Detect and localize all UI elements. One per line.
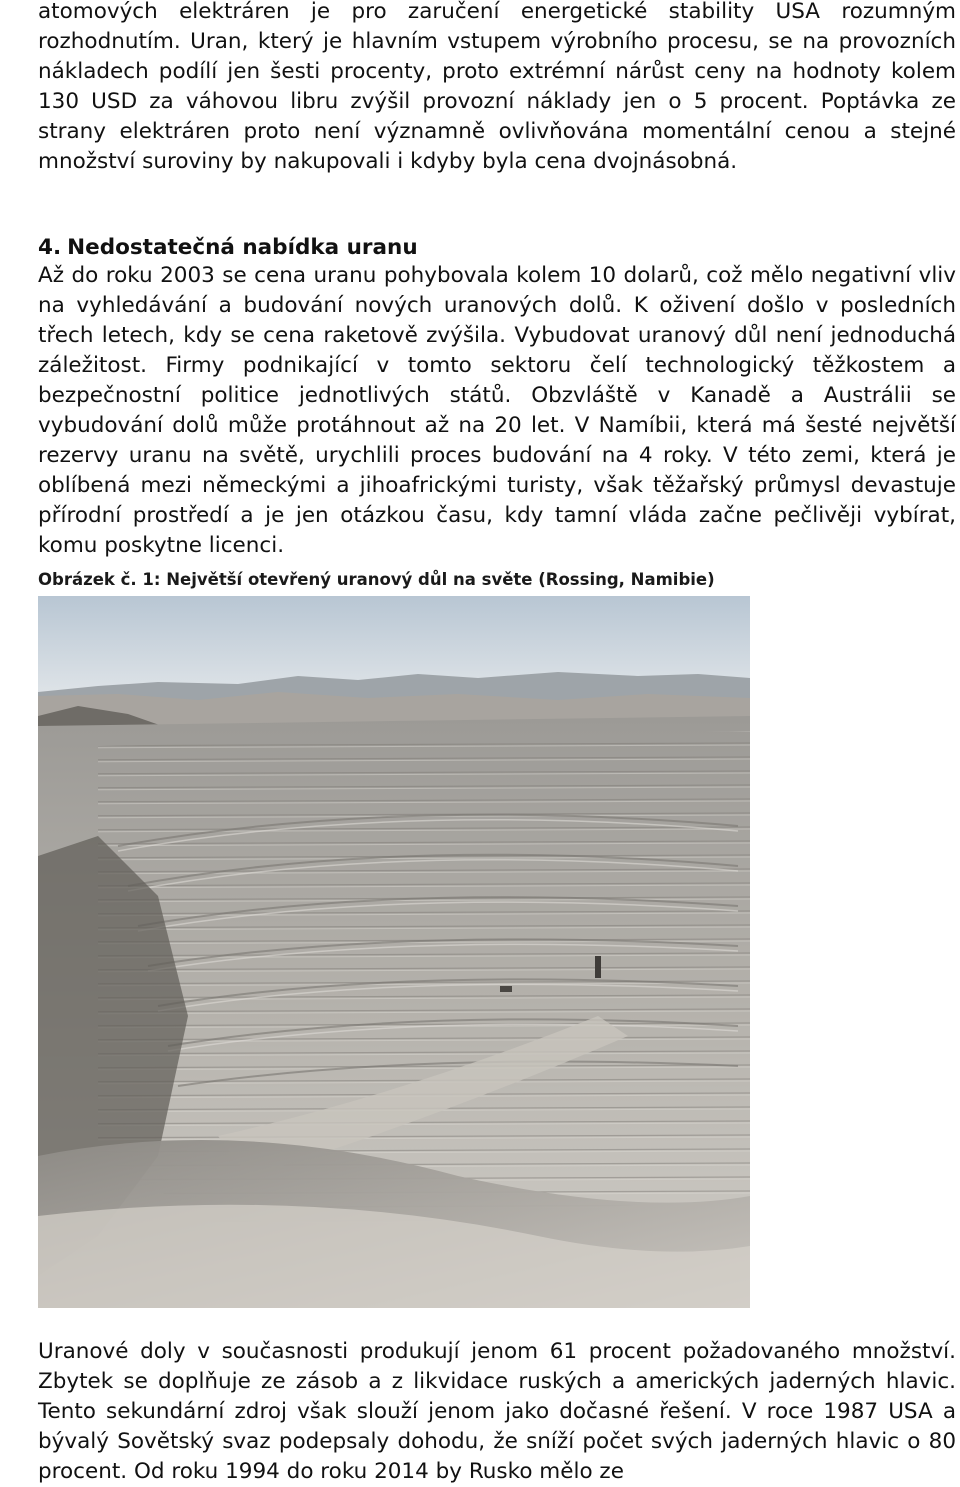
section-title: Nedostatečná nabídka uranu (67, 235, 418, 260)
section-number: 4. (38, 235, 62, 260)
closing-paragraph: Uranové doly v současnosti produkují jenom 61 procent požadovaného množství. Zbytek se doplňuje ze zásob a z likvidace ruských a amerických jaderných hlavic. Tento sekundární zdroj však slouží jenom jako dočasné řešení. V roce 1987 USA a bývalý Sovětský svaz podepsaly dohodu, že sníží počet svých jaderných hlavic o 80 procent. Od roku 1994 do roku 2014 by Rusko mělo ze (38, 1339, 956, 1484)
figure-caption: Obrázek č. 1: Největší otevřený uranový důl na světe (Rossing, Namibie) (38, 570, 715, 589)
intro-paragraph: atomových elektráren je pro zaručení energetické stability USA rozumným rozhodnutím. Uran, který je hlavním vstupem výrobního procesu, se na provozních nákladech podílí jen šesti procenty, proto extrémní nárůst ceny na hodnoty kolem 130 USD za váhovou libru zvýšil provozní náklady jen o 5 procent. Poptávka ze strany elektráren proto není významně ovlivňována momentální cenou a stejné množství suroviny by nakupovali i kdyby byla cena dvojnásobná. (38, 0, 956, 174)
section-body-paragraph: Až do roku 2003 se cena uranu pohybovala kolem 10 dolarů, což mělo negativní vliv na vyhledávání a budování nových uranových dolů. K oživení došlo v posledních třech letech, kdy se cena raketově zvýšila. Vybudovat uranový důl není jednoduchá záležitost. Firmy podnikající v tomto sektoru čelí technologický těžkostem a bezpečnostní politice jednotlivých států. Obzvláště v Kanadě a Austrálii se vybudování dolů může protáhnout až na 20 let. V Namíbii, která má šesté největší rezervy uranu na světě, urychlili proces budování na 4 roky. V této zemi, která je oblíbená mezi německými a jihoafrickými turisty, však těžařský průmysl devastuje přírodní prostředí a je jen otázkou času, kdy tamní vláda začne pečlivěji vybírat, komu poskytne licenci. (38, 263, 956, 558)
mine-photo (38, 596, 750, 1308)
section-heading (38, 233, 956, 263)
